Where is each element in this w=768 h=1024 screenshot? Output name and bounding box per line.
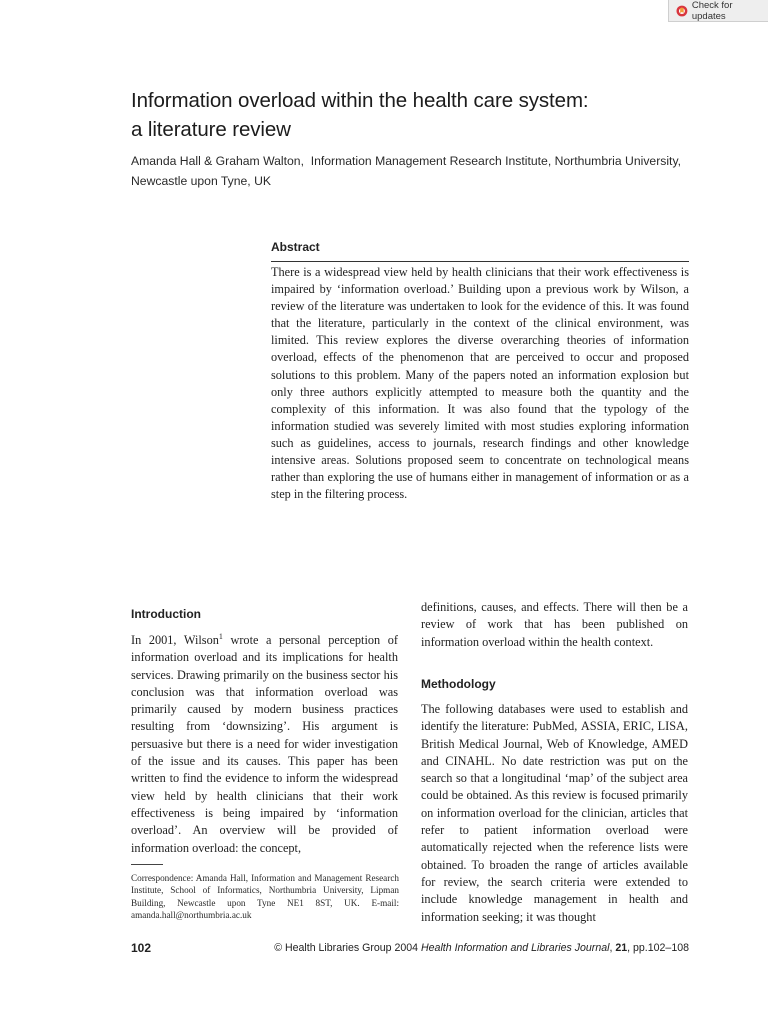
journal-footer bbox=[274, 942, 689, 954]
separator: , bbox=[651, 719, 658, 734]
footer-separator: , bbox=[609, 942, 616, 954]
methodology-text bbox=[421, 701, 688, 926]
database-lisa: LISA bbox=[657, 719, 685, 734]
intro-text-rest: wrote a personal perception of information overload and its implications for health services. Drawing primarily on the business sector his conclusion was that information overload was primarily caused by modern business practices resulting from ‘downsizing’. His argument is persuasive but there is a need for wider investigation of the issue and its causes. This paper has been written to find the evidence to inform the widespread view held by health clinicians that their work effectiveness is being impaired by ‘information overload’. An overview will be provided of information overload: the concept, bbox=[131, 633, 398, 855]
database-assia: ASSIA bbox=[580, 719, 617, 734]
reference-link[interactable]: 1 bbox=[218, 631, 223, 641]
authors-affiliation bbox=[131, 151, 711, 191]
page-range: , pp.102–108 bbox=[627, 942, 689, 954]
abstract-divider bbox=[271, 261, 689, 262]
article-title bbox=[131, 86, 731, 144]
introduction-heading: Introduction bbox=[131, 607, 201, 621]
authors-line-2: Newcastle upon Tyne, UK bbox=[131, 174, 272, 188]
correspondence-divider bbox=[131, 864, 163, 865]
abstract-heading: Abstract bbox=[271, 240, 320, 254]
intro-text-start: In 2001, Wilson bbox=[131, 633, 219, 647]
database-amed: AMED bbox=[651, 736, 688, 751]
check-for-updates-label: Check for updates bbox=[691, 0, 733, 22]
title-line-2: a literature review bbox=[131, 118, 291, 141]
authors-line-1: Amanda Hall & Graham Walton, Information Management Research Institute, Northumbria University, bbox=[131, 154, 682, 168]
methodology-text-part: and bbox=[421, 753, 446, 768]
journal-name: Health Information and Libraries Journal bbox=[421, 942, 610, 954]
methodology-heading: Methodology bbox=[421, 677, 496, 691]
separator: , bbox=[616, 719, 623, 734]
introduction-text bbox=[131, 632, 398, 857]
copyright: © Health Libraries Group 2004 bbox=[274, 942, 422, 954]
database-cinahl: CINAHL bbox=[445, 753, 492, 768]
title-line-1: Information overload within the health care system: bbox=[131, 89, 589, 112]
methodology-text-part: , British Medical Journal, Web of Knowledge, bbox=[421, 719, 688, 751]
check-for-updates-badge[interactable] bbox=[668, 0, 768, 22]
database-eric: ERIC bbox=[622, 719, 651, 734]
methodology-text-part: The following databases were used to establish and identify the literature: PubMed, bbox=[421, 702, 688, 734]
page-number: 102 bbox=[131, 941, 152, 955]
introduction-continued: definitions, causes, and effects. There will then be a review of work that has been published on information overload within the health context. bbox=[421, 600, 688, 649]
abstract-text: There is a widespread view held by health clinicians that their work effectiveness is impaired by ‘information overload.’ Building upon a previous work by Wilson, a review of the literature was undertaken to look for the evidence of this. It was found that the literature, particularly in the context of the clinical environment, was limited. This review explores the diverse overarching theories of information overload, effects of the phenomenon that are perceived to occur and proposed solutions to this problem. Many of the papers noted an information explosion but only three authors explicitly attempted to measure both the quantity and the complexity of this information. It was also found that the typology of the information studied was severely limited with most studies exploring information such as guidelines, access to journals, research findings and other knowledge intensive areas. Solutions proposed seem to concentrate on technological means rather than exploring the use of humans either in management of information or as a step in the filtering process. bbox=[271, 265, 689, 502]
journal-volume: 21 bbox=[615, 942, 628, 954]
crossmark-icon bbox=[676, 5, 688, 17]
methodology-text-part: . No date restriction was put on the search so that a longitudinal ‘map’ of the subject area could be obtained. As this review is focused primarily on information overload for the clinician, articles that refer to patient information overload were automatically rejected when the reference lists were obtained. To broaden the range of articles available for review, the search criteria were extended to include knowledge management in health and information seeking; it was thought bbox=[421, 753, 688, 924]
correspondence-note: Correspondence: Amanda Hall, Information and Management Research Institute, School of Informatics, Northumbria University, Lipman Building, Newcastle upon Tyne NE1 8ST, UK. E-mail: amanda.hall@northumbria.ac.uk bbox=[131, 873, 399, 921]
